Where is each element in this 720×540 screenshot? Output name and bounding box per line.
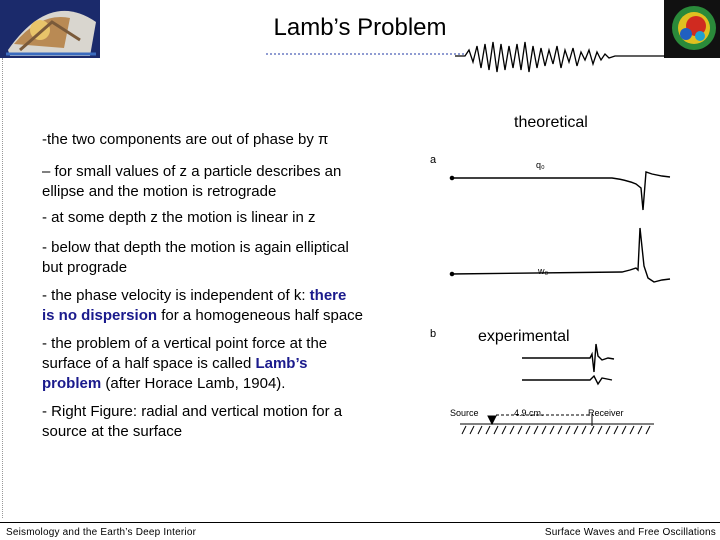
trace-w0-label: w₀ (538, 266, 549, 276)
globe-cutaway-icon (0, 0, 100, 58)
left-border (2, 58, 4, 518)
distance-label: 4.9 cm. (514, 408, 544, 418)
panel-b-label: b (430, 328, 437, 340)
source-label: Source (450, 408, 479, 418)
header-divider (266, 52, 466, 56)
trace-q0 (450, 172, 670, 210)
footer-course-title: Seismology and the Earth’s Deep Interior (6, 527, 197, 538)
trace-experimental-1 (522, 344, 614, 372)
experimental-label: experimental (478, 328, 570, 345)
bullet-retrograde: – for small values of z a particle describes an ellipse and the motion is retrograde (42, 163, 342, 200)
panel-a-label: a (430, 154, 437, 166)
bullet-lambs-problem: - the problem of a vertical point force at the surface of a half space is called Lamb’s problem (after Horace Lamb, 1904). (42, 335, 328, 392)
ground-hatching (462, 426, 650, 434)
colored-earth-icon (664, 0, 720, 58)
receiver-label: Receiver (588, 408, 624, 418)
footer-divider (0, 522, 720, 523)
theoretical-label: theoretical (514, 114, 588, 131)
trace-experimental-2 (522, 376, 612, 384)
trace-w0 (450, 228, 670, 282)
bullet-phase: -the two components are out of phase by π (42, 131, 329, 148)
seismogram-decoration-icon (455, 38, 665, 76)
page-title: Lamb’s Problem (273, 14, 447, 41)
bullet-right-figure: - Right Figure: radial and vertical motion for a source at the surface (42, 403, 343, 440)
trace-q0-label: q₀ (536, 160, 545, 170)
bullet-dispersion: - the phase velocity is independent of k: there is no dispersion for a homogeneous half space (42, 287, 364, 324)
bullet-prograde: - below that depth the motion is again elliptical but prograde (42, 239, 349, 276)
source-marker-icon (488, 416, 496, 424)
lamb-traces (422, 144, 692, 444)
bullet-linear: - at some depth z the motion is linear in z (42, 209, 316, 226)
footer-chapter-title: Surface Waves and Free Oscillations (544, 527, 716, 538)
lamb-figure (422, 114, 692, 444)
